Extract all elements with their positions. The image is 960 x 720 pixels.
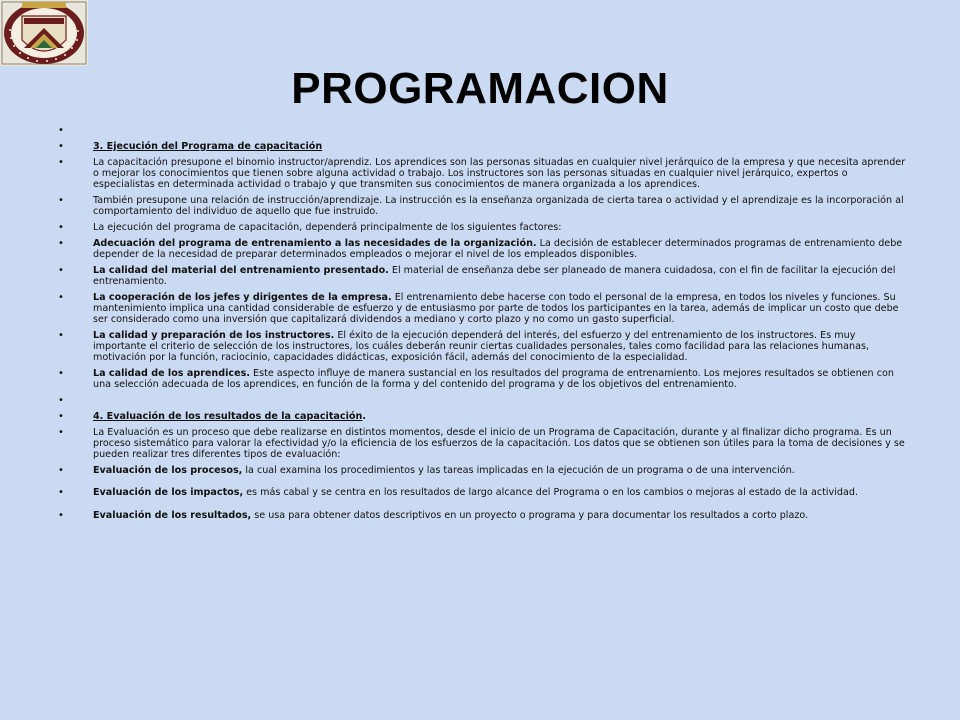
bullet-item: [58, 125, 908, 136]
bullet-lead: Adecuación del programa de entrenamiento a las necesidades de la organización.: [93, 237, 537, 249]
bullet-item: [58, 141, 908, 152]
bullet-item: [58, 465, 908, 476]
bullet-text: Este aspecto influye de manera sustancial en los resultados del programa de entrenamiento. Los mejores resultados se obtienen con una selección adecuada de los aprendices, en función de la forma y del contenido del programa y de los objetivos del entrenamiento.: [93, 367, 894, 391]
bullet-item: [58, 265, 908, 287]
bullet-item: [58, 411, 908, 422]
bullet-text: El entrenamiento debe hacerse con todo el personal de la empresa, en todos los niveles y funciones. Su mantenimiento implica una cantidad considerable de esfuerzo y de entusiasmo por parte de todos los participantes en la tarea, además de implicar un costo que debe ser considerado como una inversión que capitalizará dividendos a mediano y corto plazo y no como un gasto superficial.: [93, 291, 899, 325]
bullet-item: [58, 368, 908, 390]
bullet-lead: Evaluación de los impactos,: [93, 487, 244, 499]
bullet-item: [58, 330, 908, 364]
bullet-lead: Evaluación de los procesos,: [93, 464, 243, 476]
slide-body: [58, 125, 908, 525]
bullet-item: [58, 510, 908, 521]
section-heading: 4. Evaluación de los resultados de la capacitación: [93, 410, 363, 422]
bullet-list: [58, 125, 908, 521]
bullet-lead: La calidad y preparación de los instructores.: [93, 329, 335, 341]
bullet-item: [58, 157, 908, 191]
bullet-text: La capacitación presupone el binomio instructor/aprendiz. Los aprendices son las personas situadas en cualquier nivel jerárquico de la empresa y que necesita aprender o mejorar los conocimientos que tienen sobre alguna actividad o trabajo. Los instructores son las personas situadas en cualquier nivel jerárquico, expertos o especialistas en determinada actividad o trabajo y que transmiten sus conocimientos de manera organizada a los aprendices.: [93, 156, 906, 190]
bullet-text: la cual examina los procedimientos y las tareas implicadas en la ejecución de un programa o de una intervención.: [242, 464, 795, 476]
bullet-text: La Evaluación es un proceso que debe realizarse en distintos momentos, desde el inicio de un Programa de Capacitación, durante y al finalizar dicho programa. Es un proceso sistemático para valorar la efectividad y/o la eficiencia de los esfuerzos de la capacitación. Los datos que se obtienen son útiles para la toma de decisiones y se pueden realizar tres diferentes tipos de evaluación:: [93, 426, 905, 460]
bullet-item: [58, 395, 908, 406]
bullet-item: [58, 292, 908, 326]
bullet-text: se usa para obtener datos descriptivos en un proyecto o programa y para documentar los resultados a corto plazo.: [251, 509, 809, 521]
bullet-text: El material de enseñanza debe ser planeado de manera cuidadosa, con el fin de facilitar la ejecución del entrenamiento.: [93, 264, 896, 287]
bullet-lead: La cooperación de los jefes y dirigentes de la empresa.: [93, 291, 392, 303]
heading-suffix: .: [362, 410, 366, 422]
bullet-text: El éxito de la ejecución dependerá del interés, del esfuerzo y del entrenamiento de los instructores. Es muy importante el criterio de selección de los instructores, los cuáles deberán reunir ciertas cualidades personales, tales como facilidad para las relaciones humanas, motivación por la función, raciocinio, capacidades didácticas, exposición fácil, además del conocimiento de la especialidad.: [93, 329, 870, 364]
bullet-item: [58, 487, 908, 498]
bullet-text: También presupone una relación de instrucción/aprendizaje. La instrucción es la enseñanza organizada de cierta tarea o actividad y el aprendizaje es la incorporación al comportamiento del individuo de aquello que fue instruido.: [93, 194, 904, 217]
bullet-lead: Evaluación de los resultados,: [93, 509, 252, 521]
bullet-item: [58, 222, 908, 233]
bullet-text: La ejecución del programa de capacitación, dependerá principalmente de los siguientes factores:: [93, 221, 562, 233]
bullet-item: [58, 195, 908, 217]
bullet-lead: La calidad de los aprendices.: [93, 367, 250, 379]
university-crest-icon: [0, 0, 88, 66]
bullet-item: [58, 238, 908, 260]
bullet-text: es más cabal y se centra en los resultados de largo alcance del Programa o en los cambios o mejoras al estado de la actividad.: [243, 487, 859, 499]
bullet-lead: La calidad del material del entrenamiento presentado.: [93, 264, 389, 276]
bullet-text: La decisión de establecer determinados programas de entrenamiento debe depender de la necesidad de preparar determinados empleados o mejorar el nivel de los empleados disponibles.: [93, 237, 903, 260]
section-heading: 3. Ejecución del Programa de capacitación: [93, 140, 323, 152]
page-title: PROGRAMACION: [291, 64, 669, 113]
bullet-item: [58, 427, 908, 461]
